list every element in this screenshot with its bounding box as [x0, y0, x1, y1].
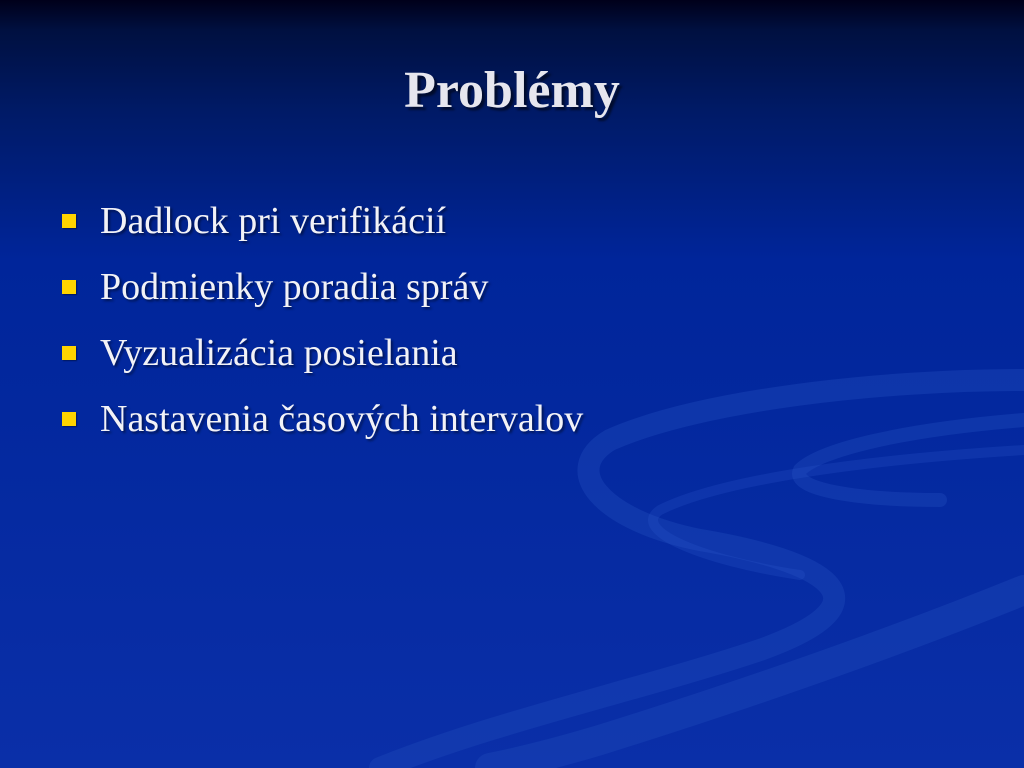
list-item: [62, 386, 583, 452]
list-item: [62, 188, 583, 254]
bullet-text: Nastavenia časových intervalov: [100, 398, 584, 440]
square-bullet-icon: [62, 214, 76, 228]
bullet-text: Vyzualizácia posielania: [100, 332, 458, 374]
square-bullet-icon: [62, 346, 76, 360]
bullet-text: Dadlock pri verifikácií: [100, 200, 447, 242]
bullet-text: Podmienky poradia správ: [100, 266, 489, 308]
slide-title: Problémy: [404, 62, 620, 119]
list-item: [62, 254, 583, 320]
list-item: [62, 320, 583, 386]
square-bullet-icon: [62, 412, 76, 426]
square-bullet-icon: [62, 280, 76, 294]
bullet-list: [62, 188, 583, 452]
